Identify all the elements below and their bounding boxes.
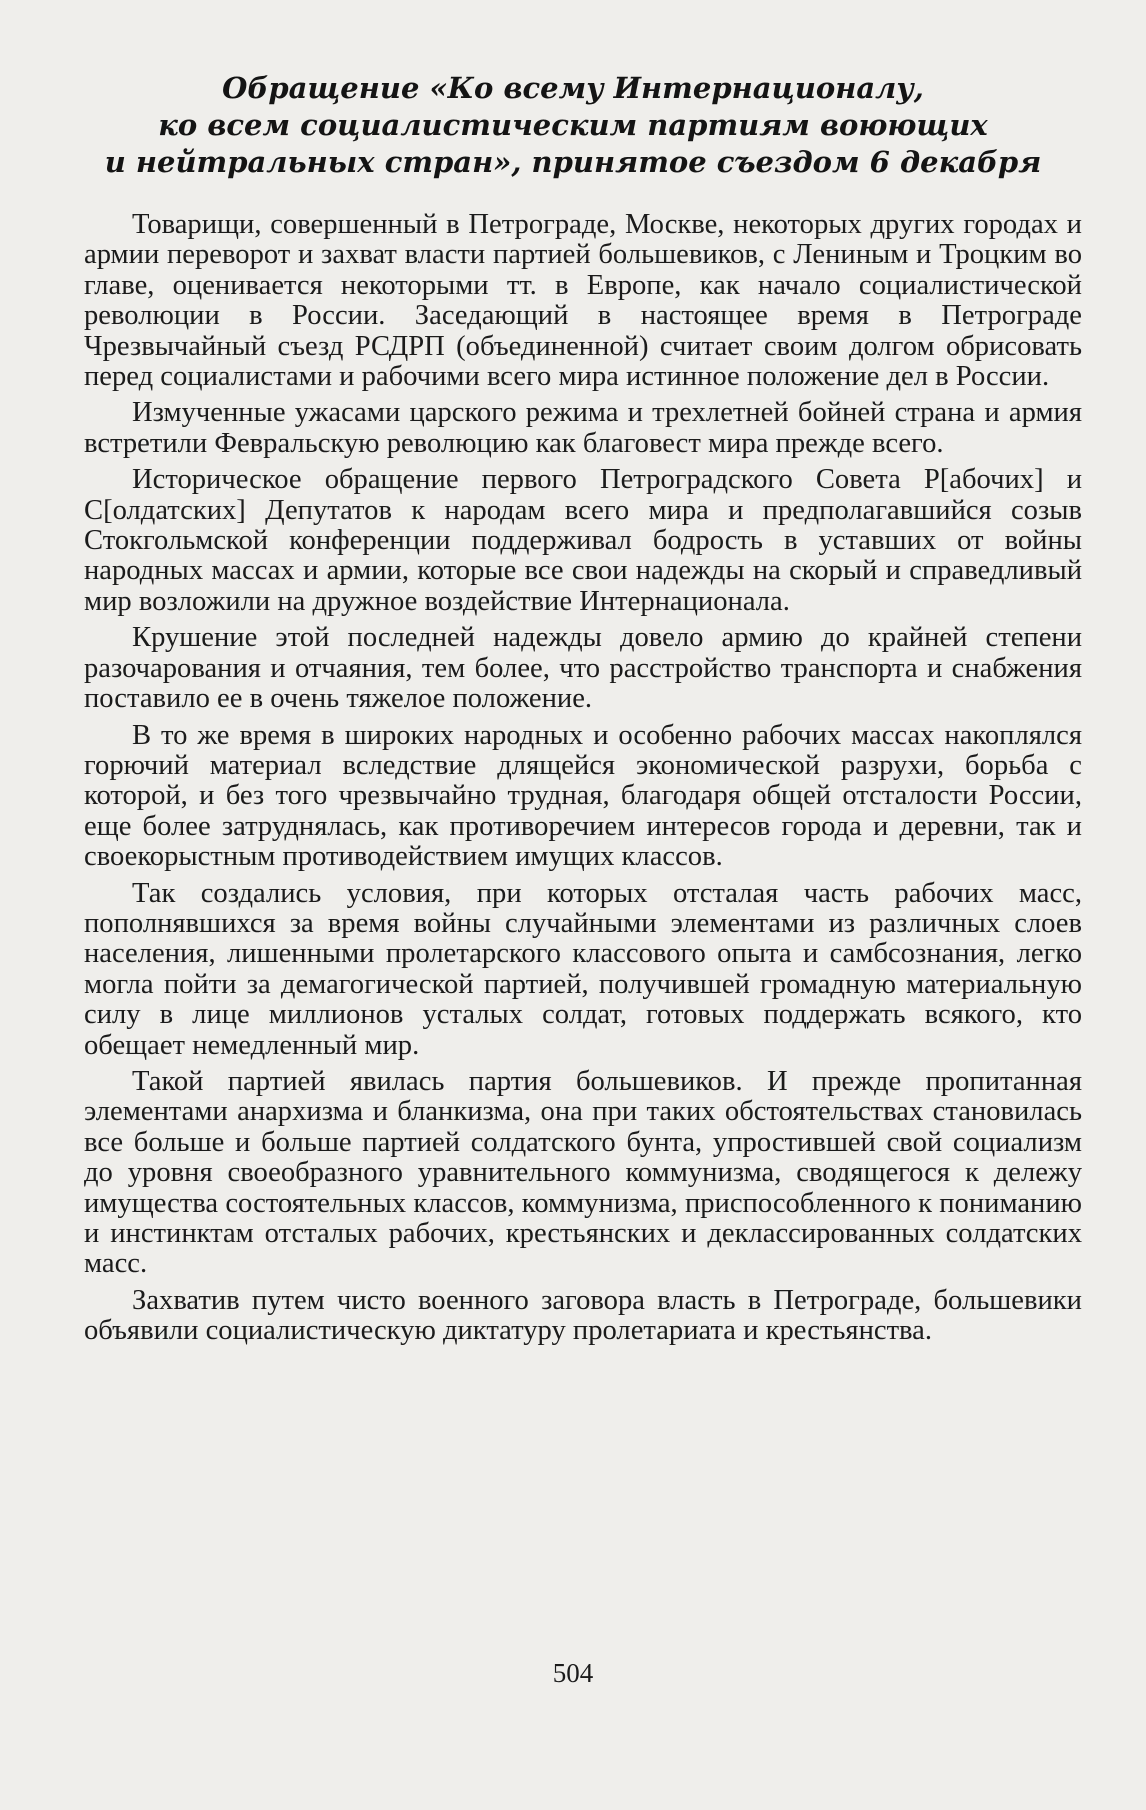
page-number: 504 <box>552 1658 594 1688</box>
paragraph: В то же время в широких народных и особенно рабочих массах накоплялся горючий материал вследствие длящейся экономической разрухи, борьба с которой, и без того чрезвычайно трудная, благодаря общей отсталости России, еще более затруднялась, как противоречием интересов города и деревни, так и своекорыстным противодействием имущих классов. <box>84 719 1082 873</box>
paragraph: Историческое обращение первого Петроградского Совета Р[абочих] и С[олдатских] Депутатов к народам всего мира и предполагавшийся созыв Стокгольмской конференции поддерживал бодрость в уставших от войны народных массах и армии, которые все свои надежды на скорый и справедливый мир возложили на дружное воздействие Интернационала. <box>84 464 1082 617</box>
document-title <box>80 70 1066 181</box>
paragraph: Измученные ужасами царского режима и трехлетней бойней страна и армия встретили Февральскую революцию как благовест мира прежде всего. <box>84 397 1082 459</box>
body-text <box>84 210 1082 1353</box>
title-line-2: ко всем социалистическим партиям воюющих <box>158 108 988 142</box>
paragraph: Товарищи, совершенный в Петрограде, Москве, некоторых других городах и армии переворот и захват власти партией большевиков, с Лениным и Троцким во главе, оценивается некоторыми тт. в Европе, как начало социалистической революции в России. Заседающий в настоящее время в Петрограде Чрезвычайный съезд РСДРП (объединенной) считает своим долгом обрисовать перед социалистами и рабочими всего мира истинное положение дел в России. <box>84 209 1082 393</box>
paragraph: Такой партией явилась партия большевиков. И прежде пропитанная элементами анархизма и бланкизма, она при таких обстоятельствах становилась все больше и больше партией солдатского бунта, упростившей свой социализм до уровня своеобразного уравнительного коммунизма, сводящегося к дележу имущества состоятельных классов, коммунизма, приспособленного к пониманию и инстинктам отсталых рабочих, крестьянских и деклассированных солдатских масс. <box>84 1065 1082 1280</box>
paragraph: Крушение этой последней надежды довело армию до крайней степени разочарования и отчаяния, тем более, что расстройство транспорта и снабжения поставило ее в очень тяжелое положение. <box>84 622 1082 715</box>
paragraph: Захватив путем чисто военного заговора власть в Петрограде, большевики объявили социалистическую диктатуру пролетариата и крестьянства. <box>84 1284 1082 1347</box>
title-line-1: Обращение «Ко всему Интернационалу, <box>222 71 924 105</box>
title-line-3: и нейтральных стран», принятое съездом 6 декабря <box>104 145 1042 179</box>
paragraph: Так создались условия, при которых отсталая часть рабочих масс, пополнявшихся за время войны случайными элементами из различных слоев населения, лишенными пролетарского классового опыта и самбсознания, легко могла пойти за демагогической партией, получившей громадную материальную силу в лице миллионов усталых солдат, готовых поддержать всякого, кто обещает немедленный мир. <box>84 877 1082 1061</box>
